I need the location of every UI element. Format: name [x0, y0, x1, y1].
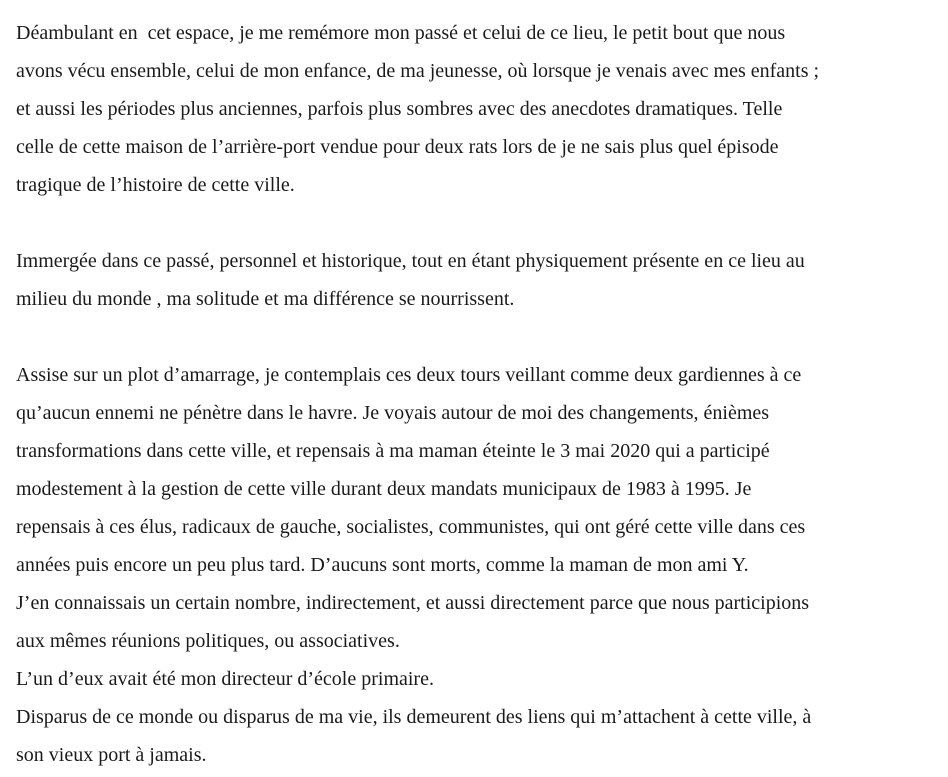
- text-line: Assise sur un plot d’amarrage, je contemplais ces deux tours veillant comme deux gardiennes à ce: [16, 364, 802, 386]
- text-line: L’un d’eux avait été mon directeur d’école primaire.: [16, 668, 434, 690]
- text-line: aux mêmes réunions politiques, ou associatives.: [16, 630, 400, 652]
- text-line: tragique de l’histoire de cette ville.: [16, 174, 295, 196]
- text-line: repensais à ces élus, radicaux de gauche, socialistes, communistes, qui ont géré cette ville dans ces: [16, 516, 806, 538]
- paragraph-spacer: [16, 204, 948, 242]
- text-line: son vieux port à jamais.: [16, 744, 207, 766]
- text-line: avons vécu ensemble, celui de mon enfance, de ma jeunesse, où lorsque je venais avec mes enfants ;: [16, 60, 820, 82]
- text-line: modestement à la gestion de cette ville durant deux mandats municipaux de 1983 à 1995. Je: [16, 478, 752, 500]
- paragraph-1: [16, 14, 948, 204]
- text-line: celle de cette maison de l’arrière-port vendue pour deux rats lors de je ne sais plus quel épisode: [16, 136, 779, 158]
- text-line: années puis encore un peu plus tard. D’aucuns sont morts, comme la maman de mon ami Y.: [16, 554, 749, 576]
- text-line: Immergée dans ce passé, personnel et historique, tout en étant physiquement présente en ce lieu au: [16, 250, 805, 272]
- text-line: transformations dans cette ville, et repensais à ma maman éteinte le 3 mai 2020 qui a participé: [16, 440, 770, 462]
- paragraph-2: [16, 242, 948, 318]
- text-line: Déambulant en cet espace, je me remémore mon passé et celui de ce lieu, le petit bout que nous: [16, 22, 786, 44]
- paragraph-3: [16, 356, 948, 774]
- text-line: Disparus de ce monde ou disparus de ma vie, ils demeurent des liens qui m’attachent à cette ville, à: [16, 706, 812, 728]
- text-line: milieu du monde , ma solitude et ma différence se nourrissent.: [16, 288, 515, 310]
- paragraph-spacer: [16, 318, 948, 356]
- text-line: et aussi les périodes plus anciennes, parfois plus sombres avec des anecdotes dramatiques. Telle: [16, 98, 783, 120]
- text-line: qu’aucun ennemi ne pénètre dans le havre. Je voyais autour de moi des changements, énièmes: [16, 402, 770, 424]
- text-line: J’en connaissais un certain nombre, indirectement, et aussi directement parce que nous participions: [16, 592, 810, 614]
